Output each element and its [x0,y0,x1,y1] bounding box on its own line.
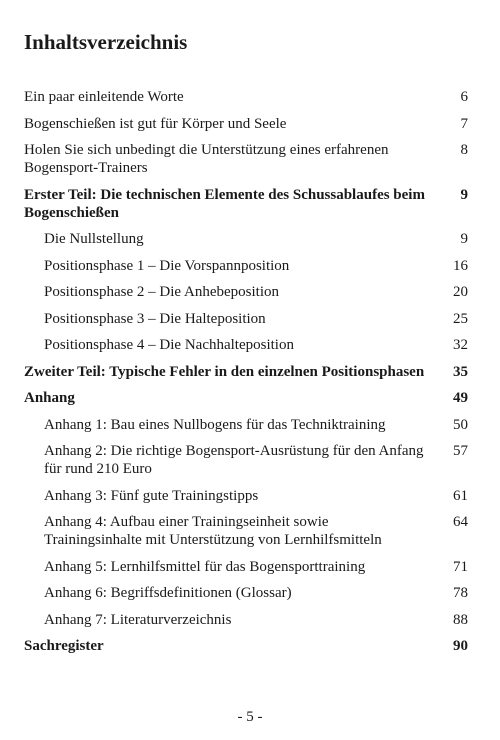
toc-entry-page: 6 [460,89,468,105]
toc-entry-page: 57 [453,443,468,459]
toc-entry-title: Bogenschießen ist gut für Körper und Seele [24,115,287,132]
toc-entry-title: Positionsphase 4 – Die Nachhalteposition [44,337,294,353]
toc-entry-section [24,363,468,381]
toc-subentry [24,611,468,629]
toc-entry-page: 50 [453,416,468,433]
toc-entry-page: 7 [460,115,468,132]
toc-entry-page: 9 [460,231,468,247]
toc-subentry [24,584,468,602]
toc-entry-title: Anhang 5: Lernhilfsmittel für das Bogensporttraining [44,558,366,575]
toc-entry-title: Anhang 7: Literaturverzeichnis [44,611,232,628]
toc-entry-title: Anhang 4: Aufbau einer Trainingseinheit sowie Trainingsinhalte mit Unterstützung von Lernhilfsmitteln [44,514,382,548]
toc-entry-title: Anhang 1: Bau eines Nullbogens für das Techniktraining [44,416,386,433]
toc-subentry [24,283,468,301]
toc-entry [24,141,468,177]
toc-entry-page: 78 [453,585,468,601]
toc-subentry [24,442,468,478]
toc-entry-page: 9 [460,186,468,203]
toc-entry-title: Holen Sie sich unbedingt die Unterstützung eines erfahrenen Bogensport-Trainers [24,142,389,176]
toc-entry-title: Anhang 6: Begriffsdefinitionen (Glossar) [44,585,292,601]
toc-subentry [24,336,468,354]
toc-entry-title: Anhang 2: Die richtige Bogensport-Ausrüstung für den Anfang für rund 210 Euro [44,443,424,477]
toc-subentry [24,416,468,434]
toc-entry-title: Ein paar einleitende Worte [24,89,184,105]
toc-entry-page: 71 [453,558,468,575]
toc-entry-page: 64 [453,514,468,530]
toc-entry-page: 20 [453,284,468,300]
toc-entry-page: 88 [453,611,468,628]
toc-entry-title: Erster Teil: Die technischen Elemente des Schussablaufes beim Bogenschießen [24,186,425,221]
toc-entry-page: 90 [453,638,468,654]
toc-subentry [24,230,468,248]
toc-entry-title: Die Nullstellung [44,231,144,247]
table-of-contents [24,88,468,664]
toc-entry [24,88,468,106]
toc-entry [24,115,468,133]
toc-entry-title: Positionsphase 1 – Die Vorspannposition [44,257,290,274]
toc-subentry [24,257,468,275]
toc-entry-page: 25 [453,310,468,327]
toc-entry-page: 35 [453,363,468,380]
toc-entry-title: Anhang 3: Fünf gute Trainingstipps [44,487,259,504]
toc-entry-page: 32 [453,337,468,353]
toc-entry-section [24,186,468,222]
toc-entry-page: 61 [453,487,468,504]
toc-subentry [24,513,468,549]
toc-subentry [24,310,468,328]
page-number: - 5 - [237,709,263,725]
toc-entry-title: Zweiter Teil: Typische Fehler in den einzelnen Positionsphasen [24,363,425,380]
toc-entry-section [24,637,468,655]
toc-entry-title: Positionsphase 3 – Die Halteposition [44,310,266,327]
toc-entry-section [24,389,468,407]
page-title: Inhaltsverzeichnis [24,30,188,54]
toc-entry-title: Positionsphase 2 – Die Anhebeposition [44,284,279,300]
toc-entry-page: 49 [453,390,468,406]
toc-subentry [24,487,468,505]
toc-entry-page: 8 [460,142,468,158]
toc-entry-title: Anhang [24,390,75,406]
toc-subentry [24,558,468,576]
toc-entry-page: 16 [453,257,468,274]
toc-entry-title: Sachregister [24,638,104,654]
